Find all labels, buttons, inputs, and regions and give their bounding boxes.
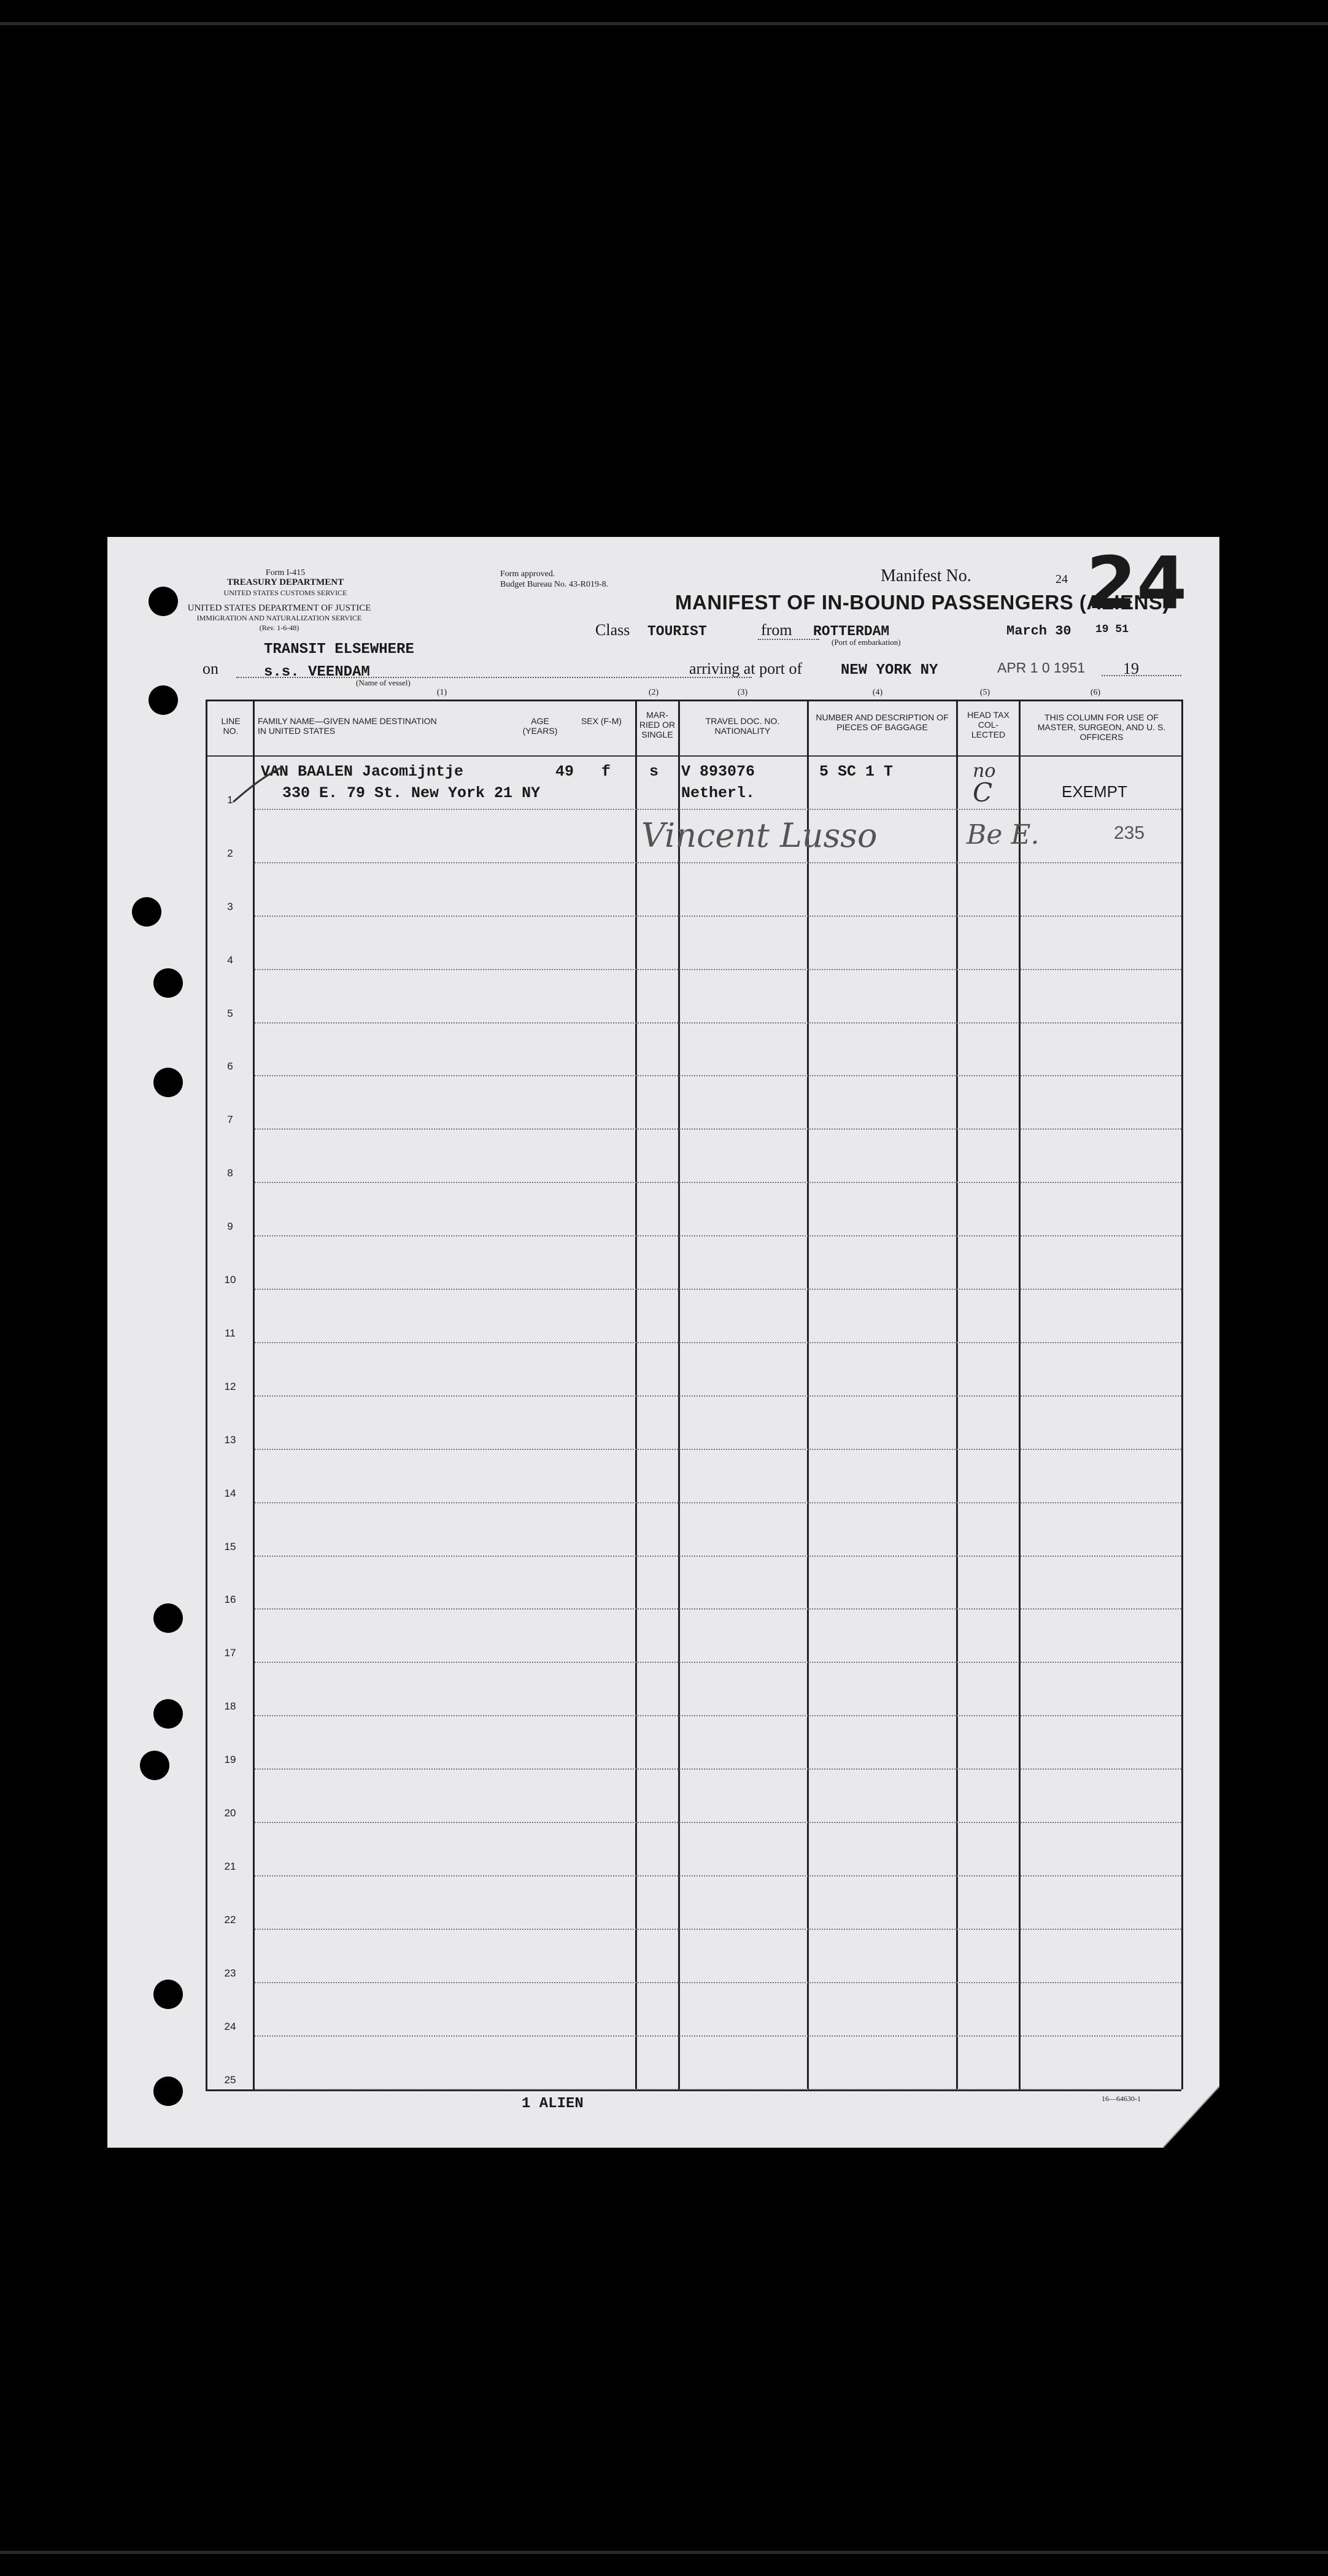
row-rule — [255, 1022, 1181, 1024]
header-official-use: THIS COLUMN FOR USE OF MASTER, SURGEON, AND U. S. OFFICERS — [1037, 712, 1166, 742]
col-border-name — [635, 700, 637, 2089]
from-leader-line — [758, 639, 819, 640]
ins-service: IMMIGRATION AND NATURALIZATION SERVICE — [196, 614, 362, 622]
official-number: 235 — [1114, 823, 1145, 843]
budget-bureau: Budget Bureau No. 43-R019-8. — [500, 580, 609, 589]
col-border-line — [253, 700, 255, 2089]
row-rule — [255, 1822, 1181, 1823]
col-border-baggage — [956, 700, 958, 2089]
line-number: 10 — [224, 1274, 236, 1286]
arrival-date-stamp: APR 1 0 1951 — [997, 660, 1086, 676]
from-label: from — [761, 621, 792, 639]
line-number: 12 — [224, 1380, 236, 1392]
binder-hole — [149, 685, 178, 715]
header-age: AGE (YEARS) — [522, 716, 558, 736]
line-number: 2 — [227, 847, 233, 859]
col-border-right — [1181, 700, 1183, 2089]
binder-hole — [132, 897, 161, 927]
line-number: 6 — [227, 1060, 233, 1073]
line-number: 23 — [224, 1967, 236, 1979]
col-border-married — [678, 700, 680, 2089]
customs-service: UNITED STATES CUSTOMS SERVICE — [223, 588, 347, 597]
row-rule — [255, 2089, 1181, 2090]
colnum-2: (2) — [648, 688, 659, 697]
row-rule — [255, 1875, 1181, 1876]
header-married: MAR-RIED OR SINGLE — [639, 710, 676, 739]
colnum-5: (5) — [979, 688, 990, 697]
header-baggage: NUMBER AND DESCRIPTION OF PIECES OF BAGGAGE — [816, 712, 949, 732]
row-rule — [255, 1556, 1181, 1557]
passenger-sex: f — [601, 763, 611, 781]
officer-initials: Be E. — [967, 819, 1040, 850]
page-corner-fold — [1163, 2086, 1219, 2148]
vessel-leader-line — [236, 677, 752, 678]
official-exempt: EXEMPT — [1062, 782, 1127, 801]
binder-hole — [140, 1751, 169, 1780]
passenger-marital: s — [649, 763, 659, 781]
passenger-nationality: Netherl. — [681, 784, 755, 802]
passenger-age: 49 — [555, 763, 574, 781]
line-number: 11 — [225, 1327, 236, 1339]
transit-status: TRANSIT ELSEWHERE — [264, 641, 414, 658]
line-number: 5 — [227, 1007, 233, 1019]
line-number: 3 — [227, 900, 233, 912]
line-number: 24 — [224, 2020, 236, 2032]
colnum-4: (4) — [872, 688, 883, 697]
binder-hole — [153, 968, 183, 998]
head-tax-mark: C — [973, 777, 993, 808]
line-number: 4 — [227, 954, 233, 966]
year-label: 19 — [1123, 660, 1139, 677]
row-rule — [255, 916, 1181, 917]
row-rule — [255, 1502, 1181, 1503]
line-number: 9 — [227, 1221, 233, 1233]
binder-hole — [153, 1699, 183, 1729]
arriving-label: arriving at port of — [689, 660, 803, 677]
line-number: 1 — [227, 793, 233, 806]
revision: (Rev. 1-6-48) — [259, 623, 299, 632]
binder-hole — [153, 1980, 183, 2009]
header-head-tax: HEAD TAX COL-LECTED — [967, 710, 1010, 739]
officer-signature: Vincent Lusso — [641, 816, 878, 855]
manifest-page — [107, 537, 1219, 2148]
print-code: 16—64630-1 — [1102, 2094, 1141, 2103]
manifest-title: MANIFEST OF IN-BOUND PASSENGERS (ALIENS) — [675, 591, 1170, 614]
line-number: 21 — [224, 1860, 236, 1872]
head-tax-value: no — [973, 760, 996, 782]
row-rule — [255, 1768, 1181, 1770]
passenger-address: 330 E. 79 St. New York 21 NY — [282, 784, 541, 802]
row-rule — [255, 1342, 1181, 1343]
colnum-6: (6) — [1090, 688, 1101, 697]
line-number: 15 — [224, 1540, 236, 1552]
form-number: Form I-415 — [265, 568, 306, 577]
row-rule — [255, 1235, 1181, 1236]
class-value: TOURIST — [647, 623, 707, 639]
alien-total: 1 ALIEN — [522, 2096, 584, 2112]
row-rule — [255, 1982, 1181, 1983]
year-leader-line — [1102, 675, 1181, 676]
colnum-3: (3) — [737, 688, 748, 697]
travel-doc-number: V 893076 — [681, 763, 755, 781]
from-value: ROTTERDAM — [813, 623, 890, 639]
sailing-date: March 30 — [1006, 623, 1071, 639]
table-header-rule — [206, 755, 1181, 757]
line-number: 8 — [227, 1167, 233, 1179]
top-border — [0, 22, 1328, 25]
line-number: 19 — [224, 1754, 236, 1766]
table-top-rule — [206, 700, 1181, 701]
sailing-year: 19 51 — [1095, 623, 1129, 636]
embarkation-caption: (Port of embarkation) — [832, 638, 901, 647]
row-rule — [255, 1449, 1181, 1450]
line-number: 7 — [227, 1114, 233, 1126]
manifest-no-label: Manifest No. — [881, 566, 971, 585]
row-rule — [255, 2035, 1181, 2037]
row-rule — [255, 1929, 1181, 1930]
line-number: 17 — [224, 1647, 236, 1659]
line-number: 22 — [224, 1913, 236, 1926]
form-approved: Form approved. — [500, 569, 555, 579]
line-number: 25 — [224, 2073, 236, 2086]
binder-hole — [153, 2077, 183, 2106]
line-number: 18 — [224, 1700, 236, 1713]
row-rule — [255, 969, 1181, 970]
row-rule — [255, 862, 1181, 863]
colnum-1: (1) — [436, 688, 447, 697]
line-number: 16 — [224, 1594, 236, 1606]
line-number: 20 — [224, 1807, 236, 1819]
class-label: Class — [595, 621, 630, 639]
row-rule — [255, 1662, 1181, 1663]
header-line-no: LINE NO. — [221, 716, 241, 736]
binder-hole — [153, 1068, 183, 1097]
vessel-caption: (Name of vessel) — [356, 678, 411, 687]
bottom-border — [0, 2551, 1328, 2554]
row-rule — [255, 1128, 1181, 1130]
binder-hole — [153, 1603, 183, 1633]
passenger-name: VAN BAALEN Jacomijntje — [261, 763, 464, 781]
row-rule — [255, 1395, 1181, 1397]
vessel-name: s.s. VEENDAM — [264, 664, 370, 681]
manifest-no-stamp: 24 — [1086, 541, 1187, 625]
row-rule — [255, 1289, 1181, 1290]
baggage-pieces: 5 SC 1 T — [819, 763, 894, 781]
row-rule — [255, 1608, 1181, 1610]
line-number: 13 — [224, 1433, 236, 1446]
row-rule — [255, 1075, 1181, 1076]
treasury-dept: TREASURY DEPARTMENT — [226, 577, 344, 587]
row-rule — [255, 809, 1181, 810]
col-border-headtax — [1019, 700, 1021, 2089]
justice-dept: UNITED STATES DEPARTMENT OF JUSTICE — [187, 603, 371, 613]
manifest-no-small: 24 — [1056, 573, 1068, 586]
arrival-port: NEW YORK NY — [841, 662, 938, 679]
col-border-left — [206, 700, 207, 2089]
on-label: on — [203, 660, 218, 677]
header-family-name: FAMILY NAME—GIVEN NAME DESTINATION IN UNITED STATES — [258, 716, 437, 736]
row-rule — [255, 1715, 1181, 1716]
binder-hole — [149, 587, 178, 616]
col-border-travel — [807, 700, 809, 2089]
header-sex: SEX (F-M) — [581, 716, 622, 726]
line-number: 14 — [224, 1487, 236, 1499]
header-travel-doc: TRAVEL DOC. NO. NATIONALITY — [705, 716, 780, 736]
row-rule — [255, 1182, 1181, 1183]
